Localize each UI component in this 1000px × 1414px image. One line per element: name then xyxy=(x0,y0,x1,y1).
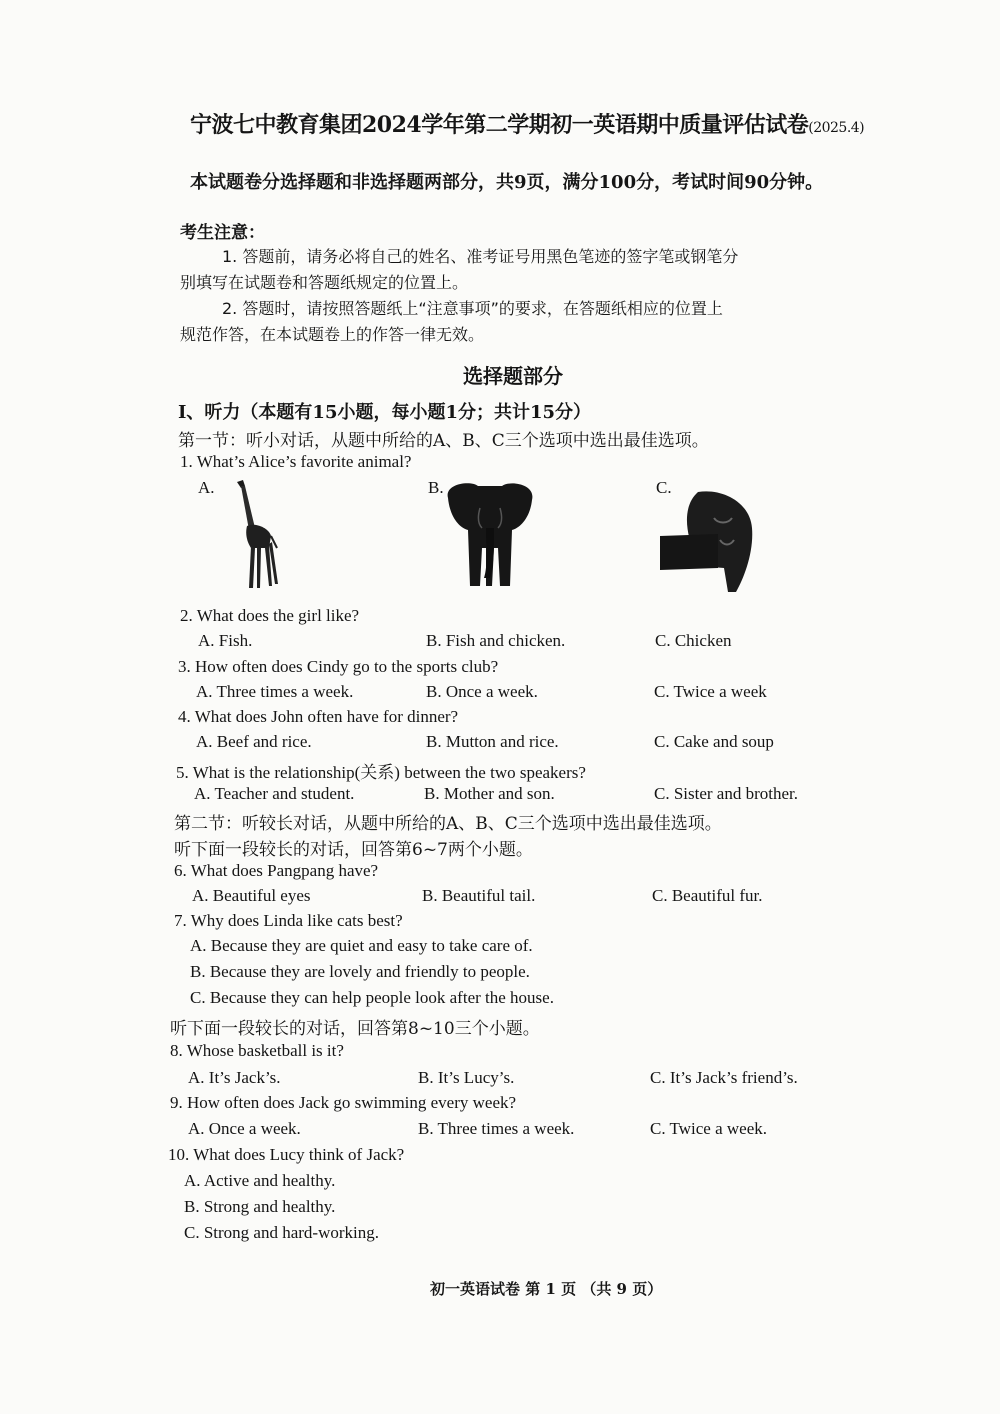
q8-option-b: B. It’s Lucy’s. xyxy=(418,1068,515,1087)
q10-option-b: B. Strong and healthy. xyxy=(184,1197,336,1216)
q9-option-c: C. Twice a week. xyxy=(650,1119,767,1138)
exam-intro: 本试题卷分选择题和非选择题两部分，共9页，满分100分，考试时间90分钟。 xyxy=(190,172,824,193)
q1-option-b-label: B. xyxy=(428,478,444,497)
exam-title: 宁波七中教育集团2024学年第二学期初一英语期中质量评估试卷(2025.4) xyxy=(190,112,865,138)
q3-option-b: B. Once a week. xyxy=(426,682,538,701)
q6-option-b: B. Beautiful tail. xyxy=(422,886,536,905)
page-footer: 初一英语试卷 第 1 页 （共 9 页） xyxy=(430,1280,663,1298)
question-3: 3. How often does Cindy go to the sports club? xyxy=(178,657,499,676)
section-1-instruction: 第一节：听小对话，从题中所给的A、B、C三个选项中选出最佳选项。 xyxy=(178,431,709,451)
q6-option-c: C. Beautiful fur. xyxy=(652,886,763,905)
question-5: 5. What is the relationship(关系) between the two speakers? xyxy=(176,763,586,782)
note-line: 1. 答题前，请务必将自己的姓名、准考证号用黑色笔迹的签字笔或钢笔分 xyxy=(222,247,739,266)
q5-option-b: B. Mother and son. xyxy=(424,784,555,803)
note-line: 别填写在试题卷和答题纸规定的位置上。 xyxy=(180,273,469,292)
q2-option-b: B. Fish and chicken. xyxy=(426,631,566,650)
exam-date: (2025.4) xyxy=(808,120,865,136)
q3-option-a: A. Three times a week. xyxy=(196,682,354,701)
q5-option-c: C. Sister and brother. xyxy=(654,784,799,803)
q2-option-c: C. Chicken xyxy=(655,631,732,650)
question-9: 9. How often does Jack go swimming every week? xyxy=(170,1093,517,1112)
q4-option-b: B. Mutton and rice. xyxy=(426,732,559,751)
q3-option-c: C. Twice a week xyxy=(654,682,767,701)
instruction-8-10: 听下面一段较长的对话，回答第8~10三个小题。 xyxy=(170,1019,540,1039)
question-4: 4. What does John often have for dinner? xyxy=(178,707,459,726)
q7-option-b: B. Because they are lovely and friendly to people. xyxy=(190,962,530,981)
elephant-icon xyxy=(440,478,540,590)
instruction-6-7: 听下面一段较长的对话，回答第6~7两个小题。 xyxy=(174,840,533,860)
q4-option-a: A. Beef and rice. xyxy=(196,732,312,751)
note-line: 2. 答题时，请按照答题纸上“注意事项”的要求，在答题纸相应的位置上 xyxy=(222,299,723,318)
q7-option-a: A. Because they are quiet and easy to take care of. xyxy=(190,936,533,955)
question-10: 10. What does Lucy think of Jack? xyxy=(168,1145,405,1164)
question-1: 1. What’s Alice’s favorite animal? xyxy=(180,452,412,471)
q2-option-a: A. Fish. xyxy=(198,631,253,650)
q4-option-c: C. Cake and soup xyxy=(654,732,774,751)
question-7: 7. Why does Linda like cats best? xyxy=(174,911,403,930)
q5-option-a: A. Teacher and student. xyxy=(194,784,355,803)
giraffe-icon xyxy=(225,478,285,593)
q8-option-c: C. It’s Jack’s friend’s. xyxy=(650,1068,798,1087)
notes-heading: 考生注意： xyxy=(180,223,265,243)
q8-option-a: A. It’s Jack’s. xyxy=(188,1068,281,1087)
q9-option-b: B. Three times a week. xyxy=(418,1119,575,1138)
section-title: 选择题部分 xyxy=(463,364,563,388)
note-line: 规范作答，在本试题卷上的作答一律无效。 xyxy=(180,325,485,344)
lion-icon xyxy=(658,488,756,596)
q10-option-a: A. Active and healthy. xyxy=(184,1171,336,1190)
q7-option-c: C. Because they can help people look after the house. xyxy=(190,988,554,1007)
q1-option-a-label: A. xyxy=(198,478,215,497)
q9-option-a: A. Once a week. xyxy=(188,1119,301,1138)
question-8: 8. Whose basketball is it? xyxy=(170,1041,344,1060)
q1-option-c-label: C. xyxy=(656,478,672,497)
q6-option-a: A. Beautiful eyes xyxy=(192,886,311,905)
section-2-instruction: 第二节：听较长对话，从题中所给的A、B、C三个选项中选出最佳选项。 xyxy=(174,814,722,834)
question-2: 2. What does the girl like? xyxy=(180,606,360,625)
q10-option-c: C. Strong and hard-working. xyxy=(184,1223,380,1242)
part-title: Ⅰ、听力（本题有15小题，每小题1分；共计15分） xyxy=(178,402,592,423)
question-6: 6. What does Pangpang have? xyxy=(174,861,379,880)
